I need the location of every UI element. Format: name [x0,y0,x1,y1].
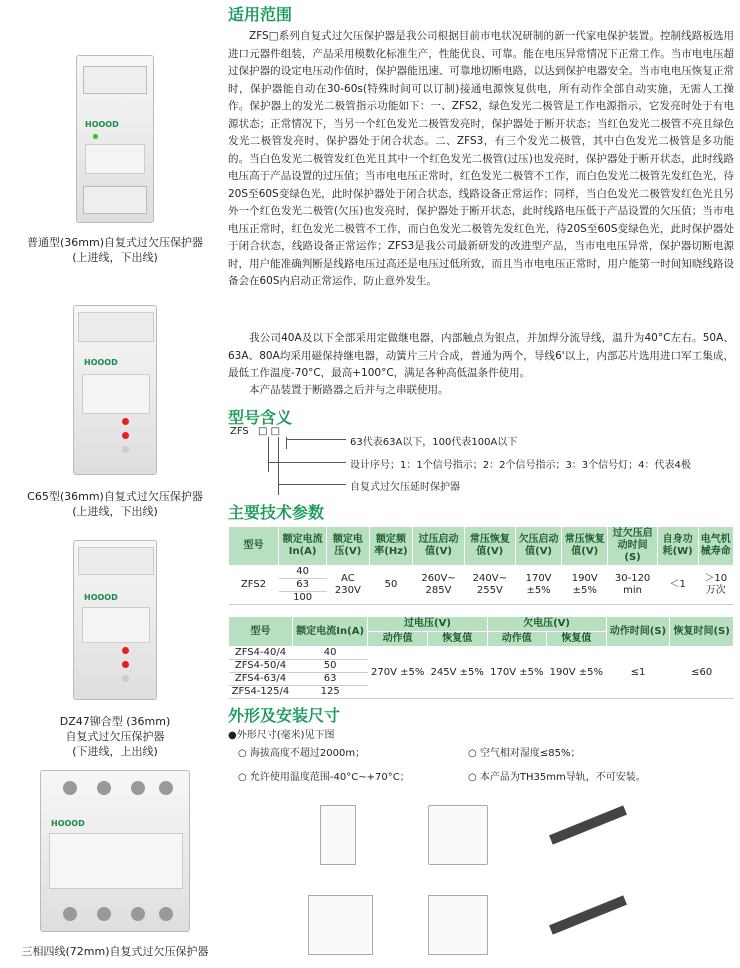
cell-life: ＞10 万次 [698,566,734,605]
install-note-text: 海拔高度不超过2000m； [249,748,366,759]
install-note: ○ 允许使用温度范围-40°C~+70°C； [238,772,410,783]
din-rail-drawing [549,805,627,844]
product-caption-2: (上进线，下出线) [72,505,158,518]
product-image [73,305,157,475]
cell-current: 63 [292,673,368,686]
cell-recover-time: ≤60 [670,647,734,699]
table-row [229,566,734,605]
model-line-1: 63代表63A以下，100代表100A以下 [350,437,518,448]
th-over-recover: 常压恢复值(V) [464,527,515,566]
product-caption-3: (下进线，上出线) [72,745,158,758]
cell-model: ZFS2 [229,566,279,605]
th-under-rec: 恢复值 [547,632,607,647]
cell-action-time: ≤1 [606,647,670,699]
dimension-drawings [288,790,708,960]
cell-model: ZFS4-40/4 [229,647,293,660]
cell-under-rec: 190V ±5% [547,647,607,699]
cell-over-rec: 245V ±5% [427,647,487,699]
th-current: 额定电流In(A) [279,527,327,566]
product-c65 [0,305,230,519]
brand-logo: HOOOD [84,593,118,602]
scope-paragraph-3: 本产品装置于断路器之后并与之串联使用。 [249,384,449,396]
th-current: 额定电流In(A) [292,617,368,647]
th-under-recover: 常压恢复值(V) [562,527,608,566]
install-note: ○ 空气相对湿度≤85%； [468,748,581,759]
cell-under-start: 170V ±5% [515,566,561,605]
product-caption-2: 自复式过欠压保护器 [65,730,165,743]
product-caption: C65型(36mm)自复式过欠压保护器 [27,490,203,503]
cell-model: ZFS4-50/4 [229,660,293,673]
cell-under-act: 170V ±5% [487,647,547,699]
th-over-rec: 恢复值 [427,632,487,647]
cell-current: 125 [292,686,368,699]
install-note-text: 允许使用温度范围-40°C~+70°C； [249,772,410,783]
scope-paragraph-2: 我公司40A及以下全部采用定做继电器，内部触点为银点，并加焊分流导线，温升为40°C左右。50A、63A、80A均采用磁保持继电器，动簧片三片合成，普通为两个，导线6'以上，内部芯片选用进口军工集成，最低工作温度-70°C，最高+100°C，满足各种高低温条件使用。 [228,332,734,379]
cell-over-start: 260V~ 285V [413,566,464,605]
product-dz47 [0,540,230,759]
cell-freq: 50 [369,566,413,605]
th-voltage: 额定电压(V) [327,527,369,566]
cell-over-recover: 240V~ 255V [464,566,515,605]
th-power: 自身功耗(W) [657,527,698,566]
product-image [73,540,157,700]
spec-table-1 [228,526,734,605]
install-note-text: 空气相对湿度≤85%； [479,748,581,759]
brand-logo: HOOOD [84,358,118,367]
cell-current: 40 [292,647,368,660]
cell-current: 63 [279,579,327,592]
brand-logo: HOOOD [51,819,85,828]
install-title: 外形及安装尺寸 [228,706,341,725]
model-code: ZFS [230,426,249,437]
cell-currents [279,566,327,605]
th-over: 过电压(V) [368,617,487,632]
th-model: 型号 [229,527,279,566]
th-under: 欠电压(V) [487,617,606,632]
th-model: 型号 [229,617,293,647]
cell-model: ZFS4-125/4 [229,686,293,699]
cell-current: 50 [292,660,368,673]
cell-power: ＜1 [657,566,698,605]
model-diagram: ZFS □ □ 63代表63A以下，100代表100A以下 设计序号；1：1个信号指示；2：2个信号指示；3：3个信号灯；4：代表4极 自复式过欠压延时保护器 [230,426,691,493]
product-image [40,770,190,932]
install-note: ○ 海拔高度不超过2000m； [238,748,366,759]
table-row [229,647,734,660]
cell-current: 100 [293,592,313,603]
product-caption: 普通型(36mm)自复式过欠压保护器 [26,236,203,249]
product-three-phase [0,770,230,959]
drawing-front-3p [308,895,373,955]
th-action: 动作时间(S) [606,617,670,647]
install-note: ○ 本产品为TH35mm导轨，不可安装。 [468,772,646,783]
drawing-front-1p [320,805,356,865]
din-rail-drawing [549,895,627,934]
th-life: 电气机械寿命 [698,527,734,566]
cell-model: ZFS4-63/4 [229,673,293,686]
product-column [0,0,230,968]
cell-over-act: 270V ±5% [368,647,428,699]
brand-logo: HOOOD [85,120,119,129]
drawing-side-1p [428,805,488,865]
scope-title: 适用范围 [228,5,293,24]
model-title: 型号含义 [228,408,293,427]
scope-paragraph-1: ZFS□系列自复式过欠压保护器是我公司根据目前市电状况研制的新一代家电保护装置。控制线路板选用进口元器件组装，产品采用模数化标准生产，性能优良、可靠。能在电压异常情况下正常工作。当市电电压超过保护器的设定电压动作值时，保护器能迅速、可靠地切断电路，以达到保护电器安全。当市电电压恢复正常时，保护器能自动在30-60s(特殊时间可以订制)接通电源恢复供电，所有动作全部自动实施，无需人工操作。保护器上的发光二极管指示功能如下：一、ZFS2，绿色发光二极管是工作电源指示，它发亮时处于有电源状态；正常情况下，当另一个红色发光二极管发亮时，保护器处于断开状态；当红色发光二极管不亮且绿色发光二极管发亮时，保护器处于闭合状态。二、ZFS3，有三个发光二极管，其中白色发光二极管是多功能的。当白色发光二极管发红色光且其中一个红色发光二极管(过压)也发亮时，保护器处于断开状态，此时线路电压高于产品设置的过压值；当市电电压正常时，红色发光二极管不工作，而白色发光二极管先发红色光，待20S至60S变绿色光，此时保护器处于闭合状态，线路设备正常运作；同样，当白色发光二极管发红色光且另外一个红色发光二极管(欠压)也发亮时，保护器处于断开状态，此时线路电压低于产品设置的欠压值；当市电电压正常时，红色发光二极管不工作，而白色发光二极管先发红色光，待20S至60S变绿色光，此时保护器处于闭合状态，线路设备正常运作；ZFS3是我公司最新研发的改进型产品，当市电电压异常，保护器切断电源时，用户能准确判断是线路电压过高还是电压过低所致，而且当市电电压正常时，用户能第一时间知晓线路设备会在60S内启动正常运作，防止意外发生。 [228,30,734,287]
install-note-text: 本产品为TH35mm导轨，不可安装。 [479,772,646,783]
model-line-2: 设计序号；1：1个信号指示；2：2个信号指示；3：3个信号灯；4：代表4极 [350,460,691,471]
product-caption: 三相四线(72mm)自复式过欠压保护器 [21,945,209,958]
spec-table-2 [228,616,734,699]
product-standard [0,55,230,265]
install-subtitle: ●外形尺寸(毫米)见下图 [228,730,335,741]
th-over-start: 过压启动值(V) [413,527,464,566]
th-under-start: 欠压启动值(V) [515,527,561,566]
model-line-3: 自复式过欠压延时保护器 [350,482,460,493]
product-caption-2: (上进线，下出线) [72,251,158,264]
cell-under-recover: 190V ±5% [562,566,608,605]
th-freq: 额定频率(Hz) [369,527,413,566]
specs-title: 主要技术参数 [228,503,325,522]
th-under-act: 动作值 [487,632,547,647]
product-caption: DZ47铆合型 (36mm) [59,715,171,728]
th-over-act: 动作值 [368,632,428,647]
cell-time: 30-120 min [608,566,658,605]
th-recover: 恢复时间(S) [670,617,734,647]
th-time: 过欠压启动时间(S) [608,527,658,566]
drawing-side-3p [428,895,488,955]
cell-current: 40 [279,566,327,579]
product-image [76,55,154,223]
cell-voltage: AC 230V [327,566,369,605]
